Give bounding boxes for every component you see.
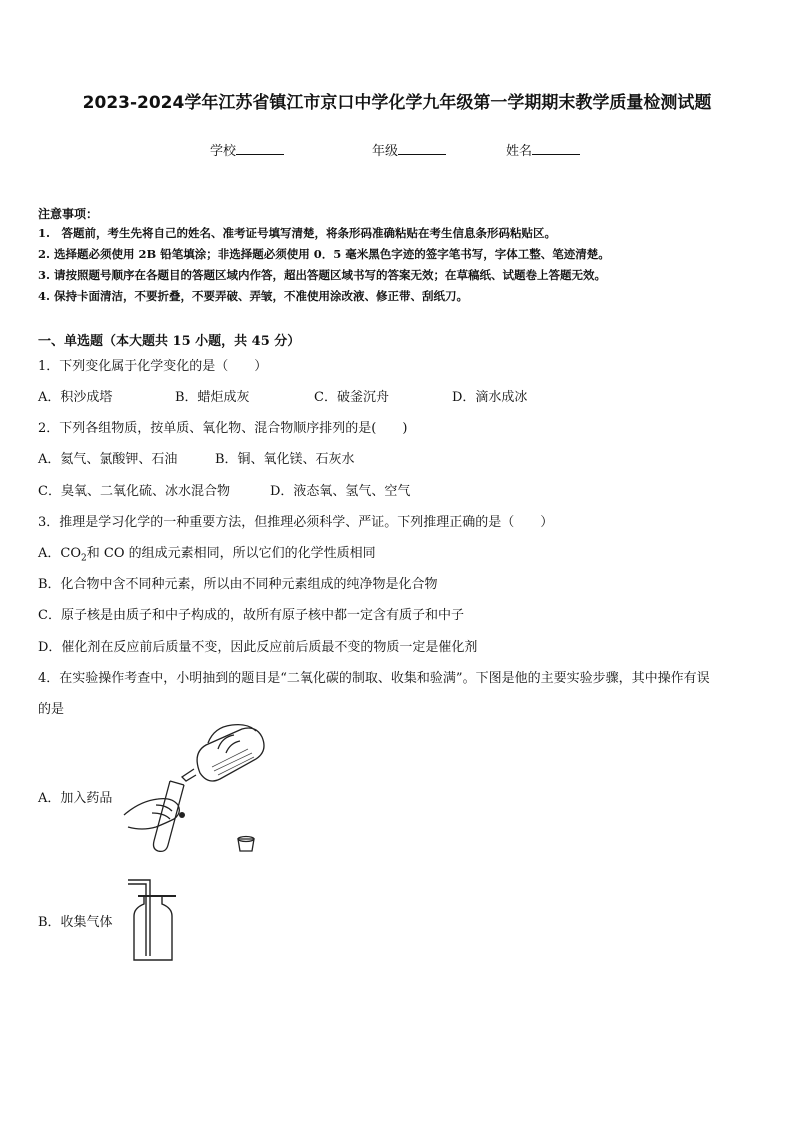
section-heading: 一、单选题（本大题共 15 小题，共 45 分）: [38, 334, 301, 349]
notice-item: 4. 保持卡面清洁，不要折叠，不要弄破、弄皱，不准使用涂改液、修正带、刮纸刀。: [38, 289, 469, 303]
q1-option-d: D．滴水成冰: [452, 390, 528, 405]
q3-option-d: D．催化剂在反应前后质量不变，因此反应前后质最不变的物质一定是催化剂: [38, 640, 478, 655]
notice-heading: 注意事项：: [38, 207, 99, 221]
q3-option-a: [38, 542, 376, 564]
name-blank: [532, 142, 580, 155]
question-1-stem: 1．下列变化属于化学变化的是（ ）: [38, 359, 268, 374]
q3-option-c: C．原子核是由质子和中子构成的，故所有原子核中都一定含有质子和中子: [38, 608, 464, 623]
q3-option-a-text-rest: 和 CO 的组成元素相同，所以它们的化学性质相同: [86, 546, 376, 561]
school-label: 学校: [210, 144, 237, 159]
q1-option-a: A．积沙成塔: [38, 390, 113, 405]
school-field: [210, 140, 284, 159]
name-field: [506, 140, 580, 159]
page-title: 2023-2024学年江苏省镇江市京口中学化学九年级第一学期期末教学质量检测试题: [82, 93, 712, 113]
q2-option-c: C．臭氧、二氧化硫、冰水混合物: [38, 484, 230, 499]
add-reagent-illustration: [122, 723, 272, 863]
question-4-stem: 4．在实验操作考查中，小明抽到的题目是“二氧化碳的制取、收集和验满”。下图是他的主要实验步骤，其中操作有误: [38, 671, 710, 686]
name-label: 姓名: [506, 144, 533, 159]
q2-option-a: A．氦气、氯酸钾、石油: [38, 452, 178, 467]
notice-item: 2. 选择题必须使用 2B 铅笔填涂；非选择题必须使用 0．5 毫米黑色字迹的签字笔书写，字体工整、笔迹清楚。: [38, 247, 610, 261]
question-2-stem: 2．下列各组物质，按单质、氧化物、混合物顺序排列的是( ): [38, 421, 408, 436]
notice-item: 1. 答题前，考生先将自己的姓名、准考证号填写清楚，将条形码准确粘贴在考生信息条形码粘贴区。: [38, 226, 556, 240]
gas-collection-bottle-illustration: [120, 876, 180, 966]
grade-label: 年级: [372, 144, 399, 159]
q1-option-b: B．蜡炬成灰: [175, 390, 250, 405]
question-3-stem: 3．推理是学习化学的一种重要方法，但推理必须科学、严证。下列推理正确的是（ ）: [38, 515, 554, 530]
q1-option-c: C．破釜沉舟: [314, 390, 389, 405]
notice-item: 3. 请按照题号顺序在各题目的答题区域内作答，超出答题区域书写的答案无效；在草稿纸、试题卷上答题无效。: [38, 268, 607, 282]
q3-option-a-text: A．CO: [38, 546, 81, 561]
grade-blank: [398, 142, 446, 155]
q4-option-a: A．加入药品: [38, 791, 113, 806]
question-4-stem-cont: 的是: [38, 702, 65, 717]
grade-field: [372, 140, 446, 159]
q2-option-d: D．液态氧、氢气、空气: [270, 484, 411, 499]
q2-option-b: B．铜、氧化镁、石灰水: [215, 452, 355, 467]
q3-option-b: B．化合物中含不同种元素，所以由不同种元素组成的纯净物是化合物: [38, 577, 438, 592]
school-blank: [236, 142, 284, 155]
q4-option-b: B．收集气体: [38, 915, 113, 930]
subscript: 2: [81, 553, 87, 564]
